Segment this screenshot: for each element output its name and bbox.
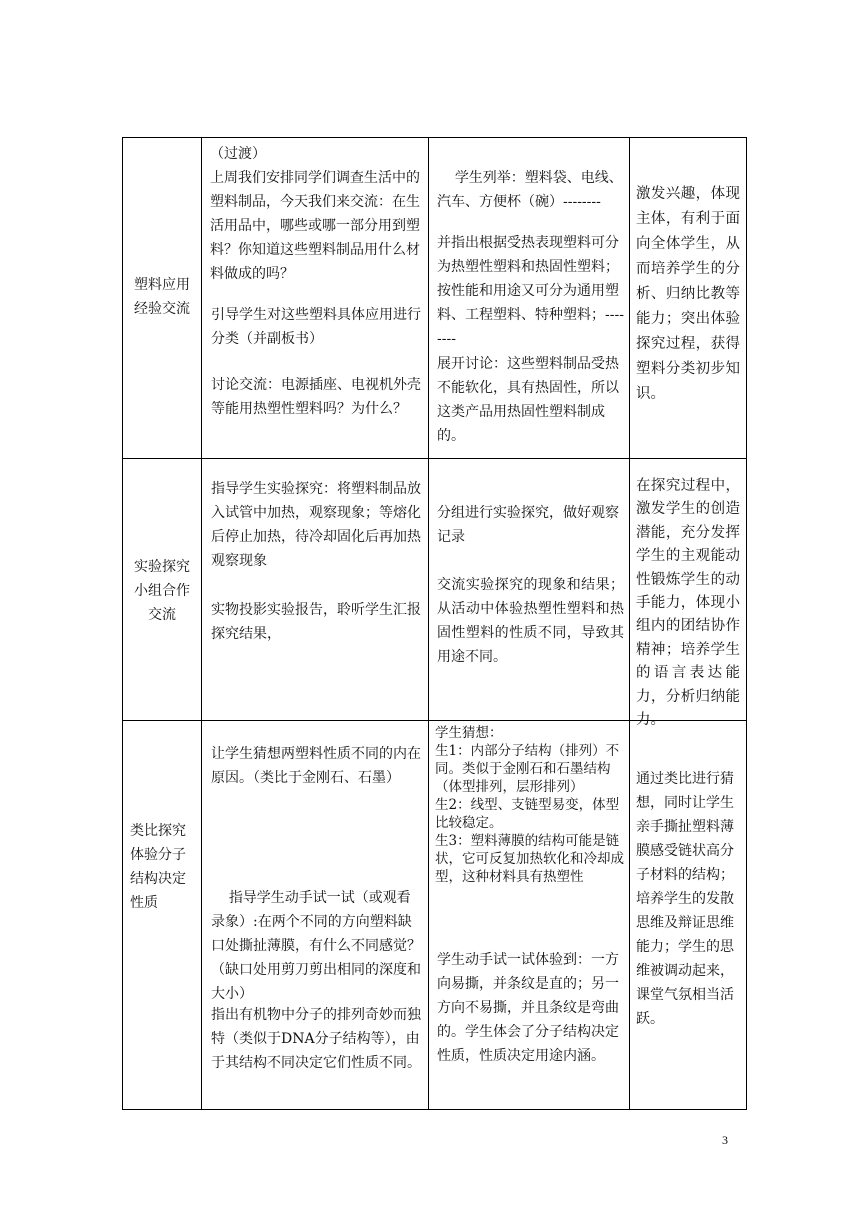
design-intent-cell <box>630 721 747 1110</box>
stage-label: 类比探究 体验分子 结构决定 性质 <box>130 823 186 911</box>
design-intent-cell <box>630 138 747 459</box>
design-intent-cell <box>630 459 747 729</box>
teacher-activity-text: （过渡） 上周我们安排同学们调查生活中的塑料制品，今天我们来交流：在生活用品中，哪些或哪一部分用到塑料？你知道这些塑料制品用什么材料做成的吗？ <box>210 146 420 282</box>
stage-label: 塑料应用 经验交流 <box>134 277 190 317</box>
student-activity-cell <box>429 138 630 459</box>
student-activity-cell <box>429 721 630 1110</box>
teacher-activity-text: 指出有机物中分子的排列奇妙而独特（类似于DNA分子结构等），由于其结构不同决定它们性质不同。 <box>211 1007 421 1071</box>
student-activity-text: 分组进行实验探究，做好观察记录 <box>437 505 619 545</box>
student-activity-text: 并指出根据受热表现塑料可分为热塑性塑料和热固性塑料；按性能和用途又可分为通用塑料、工程塑料、特种塑料；-------- <box>437 235 624 347</box>
lesson-plan-table <box>122 137 747 1110</box>
student-activity-text: 展开讨论：这些塑料制品受热不能软化，具有热固性，所以这类产品用热固性塑料制成的。 <box>437 356 619 444</box>
student-activity-text: 交流实验探究的现象和结果；从活动中体验热塑性塑料和热固性塑料的性质不同，导致其用途不同。 <box>437 577 624 665</box>
teacher-activity-text: 引导学生对这些塑料具体应用进行分类（并副板书） <box>211 307 421 347</box>
stage-cell <box>123 459 202 721</box>
teacher-activity-cell <box>202 459 429 721</box>
design-intent-text: 激发兴趣，体现主体，有利于面向全体学生，从而培养学生的分析、归纳比教等能力；突出体验探究过程，获得塑料分类初步知识。 <box>636 186 740 402</box>
design-intent-text: 通过类比进行猜想，同时让学生亲手撕扯塑料薄膜感受链状高分子材料的结构；培养学生的发散思维及辩证思维能力；学生的思维被调动起来，课堂气氛相当活跃。 <box>636 771 734 1027</box>
page-number: 3 <box>722 1133 728 1147</box>
teacher-activity-cell <box>202 138 429 459</box>
teacher-activity-text: 让学生猜想两塑料性质不同的内在原因。（类比于金刚石、石墨） <box>211 746 421 786</box>
teacher-activity-text: 实物投影实验报告，聆听学生汇报探究结果， <box>211 602 421 642</box>
teacher-activity-text: 指导学生动手试一试（或观看录象）:在两个不同的方向塑料缺口处撕扯薄膜，有什么不同感觉？（缺口处用剪刀剪出相同的深度和大小） <box>211 890 421 1002</box>
table-row <box>123 138 747 459</box>
teacher-activity-text: 讨论交流：电源插座、电视机外壳等能用热塑性塑料吗？为什么？ <box>211 377 421 417</box>
student-activity-text: 学生列举：塑料袋、电线、汽车、方便杯（碗）-------- <box>437 170 623 210</box>
design-intent-text: 在探究过程中，激发学生的创造潜能，充分发挥学生的主观能动性锻炼学生的动手能力，体现小组内的团结协作精神；培养学生的语言表达能力，分析归纳能力。 <box>636 478 740 729</box>
teacher-activity-text: 指导学生实验探究：将塑料制品放入试管中加热，观察现象；等熔化后停止加热，待冷却固化后再加热观察现象 <box>211 481 421 569</box>
stage-cell <box>123 138 202 459</box>
table-row <box>123 459 747 721</box>
student-activity-cell <box>429 459 630 721</box>
student-activity-text: 学生动手试一试体验到：一方向易撕，并条纹是直的；另一方向不易撕，并且条纹是弯曲的。学生体会了分子结构决定性质，性质决定用途内涵。 <box>437 952 619 1064</box>
student-activity-text: 学生猜想： 生1：内部分子结构（排列）不同。类似于金刚石和石墨结构（体型排列，层形排列） 生2：线型、支链型易变，体型比较稳定。 生3：塑料薄膜的结构可能是链状，它可反复加热软化和冷却成型，这种材料具有热塑性 <box>435 725 624 885</box>
stage-cell <box>123 721 202 1110</box>
stage-label: 实验探究 小组合作 交流 <box>134 559 190 623</box>
table-row <box>123 721 747 1110</box>
teacher-activity-cell <box>202 721 429 1110</box>
